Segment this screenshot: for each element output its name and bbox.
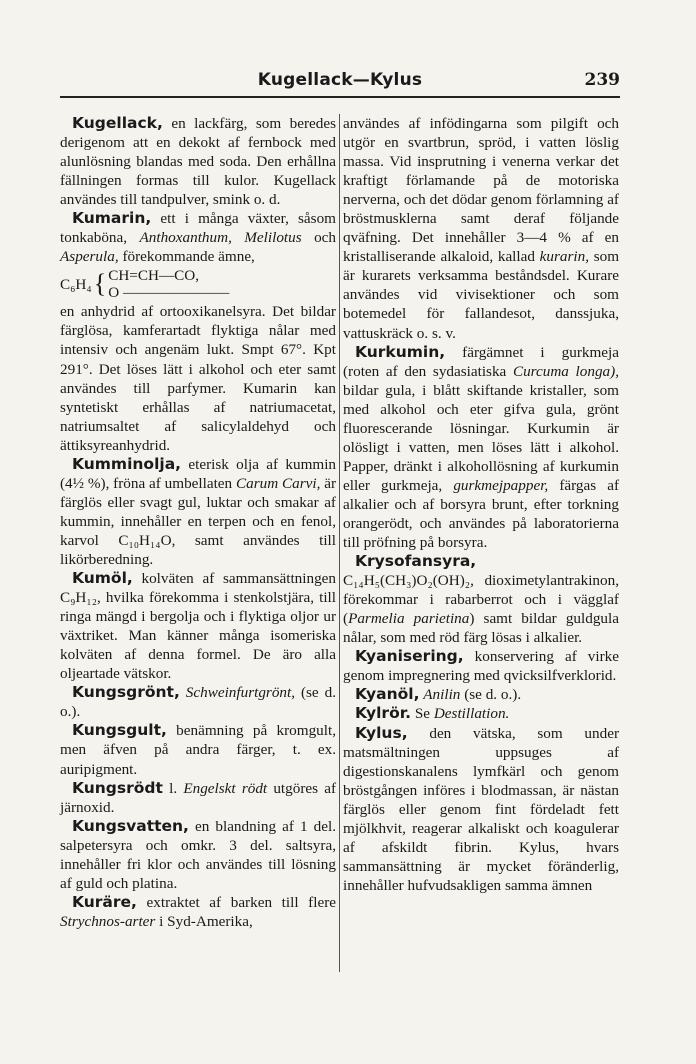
entry-text: (se d. o.). bbox=[60, 684, 336, 721]
entry-kurkumin bbox=[343, 343, 619, 553]
entry-italic: Schweinfurtgrönt, bbox=[185, 684, 296, 702]
entry-italic: Asperula, bbox=[60, 248, 119, 266]
formula-bottom: O ——————— bbox=[108, 284, 230, 302]
entry-text: förekommande ämne, bbox=[122, 248, 255, 266]
entry-kugellack bbox=[60, 114, 336, 209]
entry-text: är färglös eller svagt gul, luktar och smakar af kummin, innehåller en terpen och en fenol, karvol C₁₀H₁₄O, samt användes till likörberedning. bbox=[60, 474, 337, 568]
entry-text: Se bbox=[414, 705, 431, 723]
entry-italic: Carum Carvi, bbox=[235, 474, 321, 492]
entry-italic: kurarin, bbox=[539, 248, 590, 266]
entry-kurare-cont bbox=[343, 114, 619, 343]
entry-text: som är kurarets verksamma beståndsdel. Kurare användes vid vivisektioner och som botemedel för fallandesot, danssjuka, vattuskräck o. s. v. bbox=[343, 248, 620, 342]
headword: Kylrör. bbox=[355, 704, 412, 723]
column-divider bbox=[339, 114, 340, 972]
entry-text: den vätska, som under matsmältningen uppsuges af digestionskanalens lymfkärl och genom bröstgången införes i blodmassan, är nästan färglös eller genom fint fördeladt fett mjölkhvit, reagerar alkaliskt och koagulerar af afskildt fibrin. Kylus, hvars sammansättning är mycket föränderlig, innehåller hufvudsakligen samma ämnen bbox=[343, 724, 620, 894]
headword: Kungsvatten, bbox=[72, 816, 189, 835]
headword: Kumöl, bbox=[72, 569, 133, 588]
entry-kumol bbox=[60, 569, 336, 683]
entry-kurare bbox=[60, 893, 336, 931]
entry-text: en blandning af 1 del. salpetersyra och omkr. 3 del. saltsyra, innehåller fri klor och användes till lösning af guld och platina. bbox=[60, 817, 336, 892]
entry-krysofansyra bbox=[343, 552, 619, 647]
entry-text: i Syd-Amerika, bbox=[159, 912, 253, 930]
entry-text: eterisk olja af kummin (4½ %), fröna af umbellaten bbox=[60, 455, 337, 492]
entry-text: extraktet af barken till flere bbox=[146, 893, 336, 911]
entry-text: och bbox=[314, 229, 337, 247]
entry-italic: Anilin bbox=[423, 686, 461, 704]
entry-italic: gurkmejpapper, bbox=[453, 476, 549, 494]
entry-italic: Parmelia parietina bbox=[348, 610, 470, 628]
entry-kungsgront bbox=[60, 683, 336, 721]
headword: Kurkumin, bbox=[355, 342, 446, 361]
headword: Kungsgult, bbox=[72, 721, 167, 740]
entry-text: konservering af virke genom impregnering med qvicksilfverklorid. bbox=[343, 648, 619, 685]
headword: Kungsgrönt, bbox=[72, 683, 180, 702]
entry-italic: Curcuma longa), bbox=[512, 362, 619, 380]
headword: Kungsrödt bbox=[72, 778, 163, 797]
entry-kungsvatten bbox=[60, 817, 336, 893]
headword: Kugellack, bbox=[72, 114, 163, 132]
brace-glyph: { bbox=[93, 269, 107, 299]
formula-stack bbox=[108, 267, 229, 301]
headword: Kyanöl, bbox=[355, 685, 420, 704]
kumarin-formula bbox=[60, 267, 336, 301]
entry-kyanol bbox=[343, 685, 619, 704]
entry-italic: Engelskt rödt bbox=[183, 779, 268, 797]
entry-italic: Anthoxanthum, Melilotus bbox=[139, 229, 302, 247]
entry-text: en anhydrid af ortooxikanelsyra. Det bildar färglösa, kamferartadt flyktiga nålar med intensiv och angenäm lukt. Smpt 67°. Kpt 291°. Det löses lätt i alkohol och eter samt användes till parfymer. Kumarin kan syntetiskt erhållas af natriumacetat, natriumsaltet af salicylaldehyd och ättiksyreanhydrid. bbox=[60, 303, 336, 454]
entry-text: färgämnet i gurkmeja (roten af den sydasiatiska bbox=[343, 343, 620, 380]
headword: Krysofansyra, bbox=[355, 552, 477, 571]
header-title: Kugellack—Kylus bbox=[257, 70, 423, 90]
formula-base: C₆H₄ bbox=[60, 275, 92, 293]
left-column bbox=[60, 114, 336, 931]
headword: Kumminolja, bbox=[72, 454, 182, 473]
entry-italic: Destillation. bbox=[433, 705, 510, 723]
entry-kumminolja bbox=[60, 455, 336, 569]
headword: Kuräre, bbox=[72, 892, 137, 911]
headword: Kylus, bbox=[355, 723, 408, 742]
entry-text: bildar gula, i blått skiftande kristaller, som med alkohol och eter gifva gula, grönt fluorescerande lösningar. Kurkumin är olösligt i vatten, men löses lätt i alkohol. Papper, dränkt i alkohollösning af kurkumin eller gurkmeja, bbox=[343, 381, 619, 494]
entry-kylus bbox=[343, 724, 619, 895]
entry-text: benämning på kromgult, men äfven på andra färger, t. ex. auripigment. bbox=[60, 722, 336, 778]
entry-kungsgult bbox=[60, 721, 336, 778]
entry-kumarin-cont bbox=[60, 302, 336, 454]
entry-text: ) samt bildar guldgula nålar, som med röd färg lösas i alkalier. bbox=[343, 610, 619, 647]
entry-kylror bbox=[343, 704, 619, 723]
entry-text: ett i många växter, såsom tonkaböna, bbox=[60, 210, 336, 247]
entry-kungsrodt bbox=[60, 779, 336, 817]
headword: Kyanisering, bbox=[355, 647, 464, 666]
entry-kumarin bbox=[60, 209, 336, 266]
entry-text: en lackfärg, som beredes derigenom att en dekokt af fernbock med alunlösning blandas med soda. Den erhållna fällningen formas till kulor. Kugellack användes till tandpulver, smink o. d. bbox=[60, 115, 336, 209]
entry-text: utgöres af järnoxid. bbox=[60, 779, 337, 816]
entry-italic: Strychnos-arter bbox=[60, 912, 156, 930]
page-number: 239 bbox=[584, 70, 620, 90]
right-column bbox=[343, 114, 619, 895]
entry-text: användes af infödingarna som pilgift och utgör en svartbrun, spröd, i vatten löslig massa. Vid insprutning i venerna verkar det kraftigt förlamande på de motoriska nerverna, och det dödar genom förlamning af bröstmusklerna samt deraf följande qväfning. Det innehåller 3—4 % af en kristalliserande alkaloid, kallad bbox=[343, 115, 619, 266]
entry-kyanisering bbox=[343, 647, 619, 685]
running-header bbox=[60, 66, 620, 98]
formula-top: CH=CH—CO, bbox=[108, 267, 200, 285]
entry-text: (se d. o.). bbox=[464, 686, 522, 704]
headword: Kumarin, bbox=[72, 209, 152, 228]
entry-text: färgas af alkalier och af borsyra brunt, efter torkning orangerödt, och användes på laboratorierna till pröfning på borsyra. bbox=[343, 476, 620, 552]
entry-text: C₁₄H₅(CH₃)O₂(OH)₂, dioximetylantrakinon, förekommar i rabarberrot och i vägglaf ( bbox=[343, 572, 619, 628]
entry-text: l. bbox=[169, 779, 178, 797]
entry-text: kolväten af sammansättningen C₉H₁₂, hvilka förekomma i stenkolstjära, till ringa mängd i bergolja och i flyktiga oljor ur växtriket. Man känner många isomeriska kolväten af denna formel. De äro alla oljeartade vätskor. bbox=[60, 570, 337, 683]
